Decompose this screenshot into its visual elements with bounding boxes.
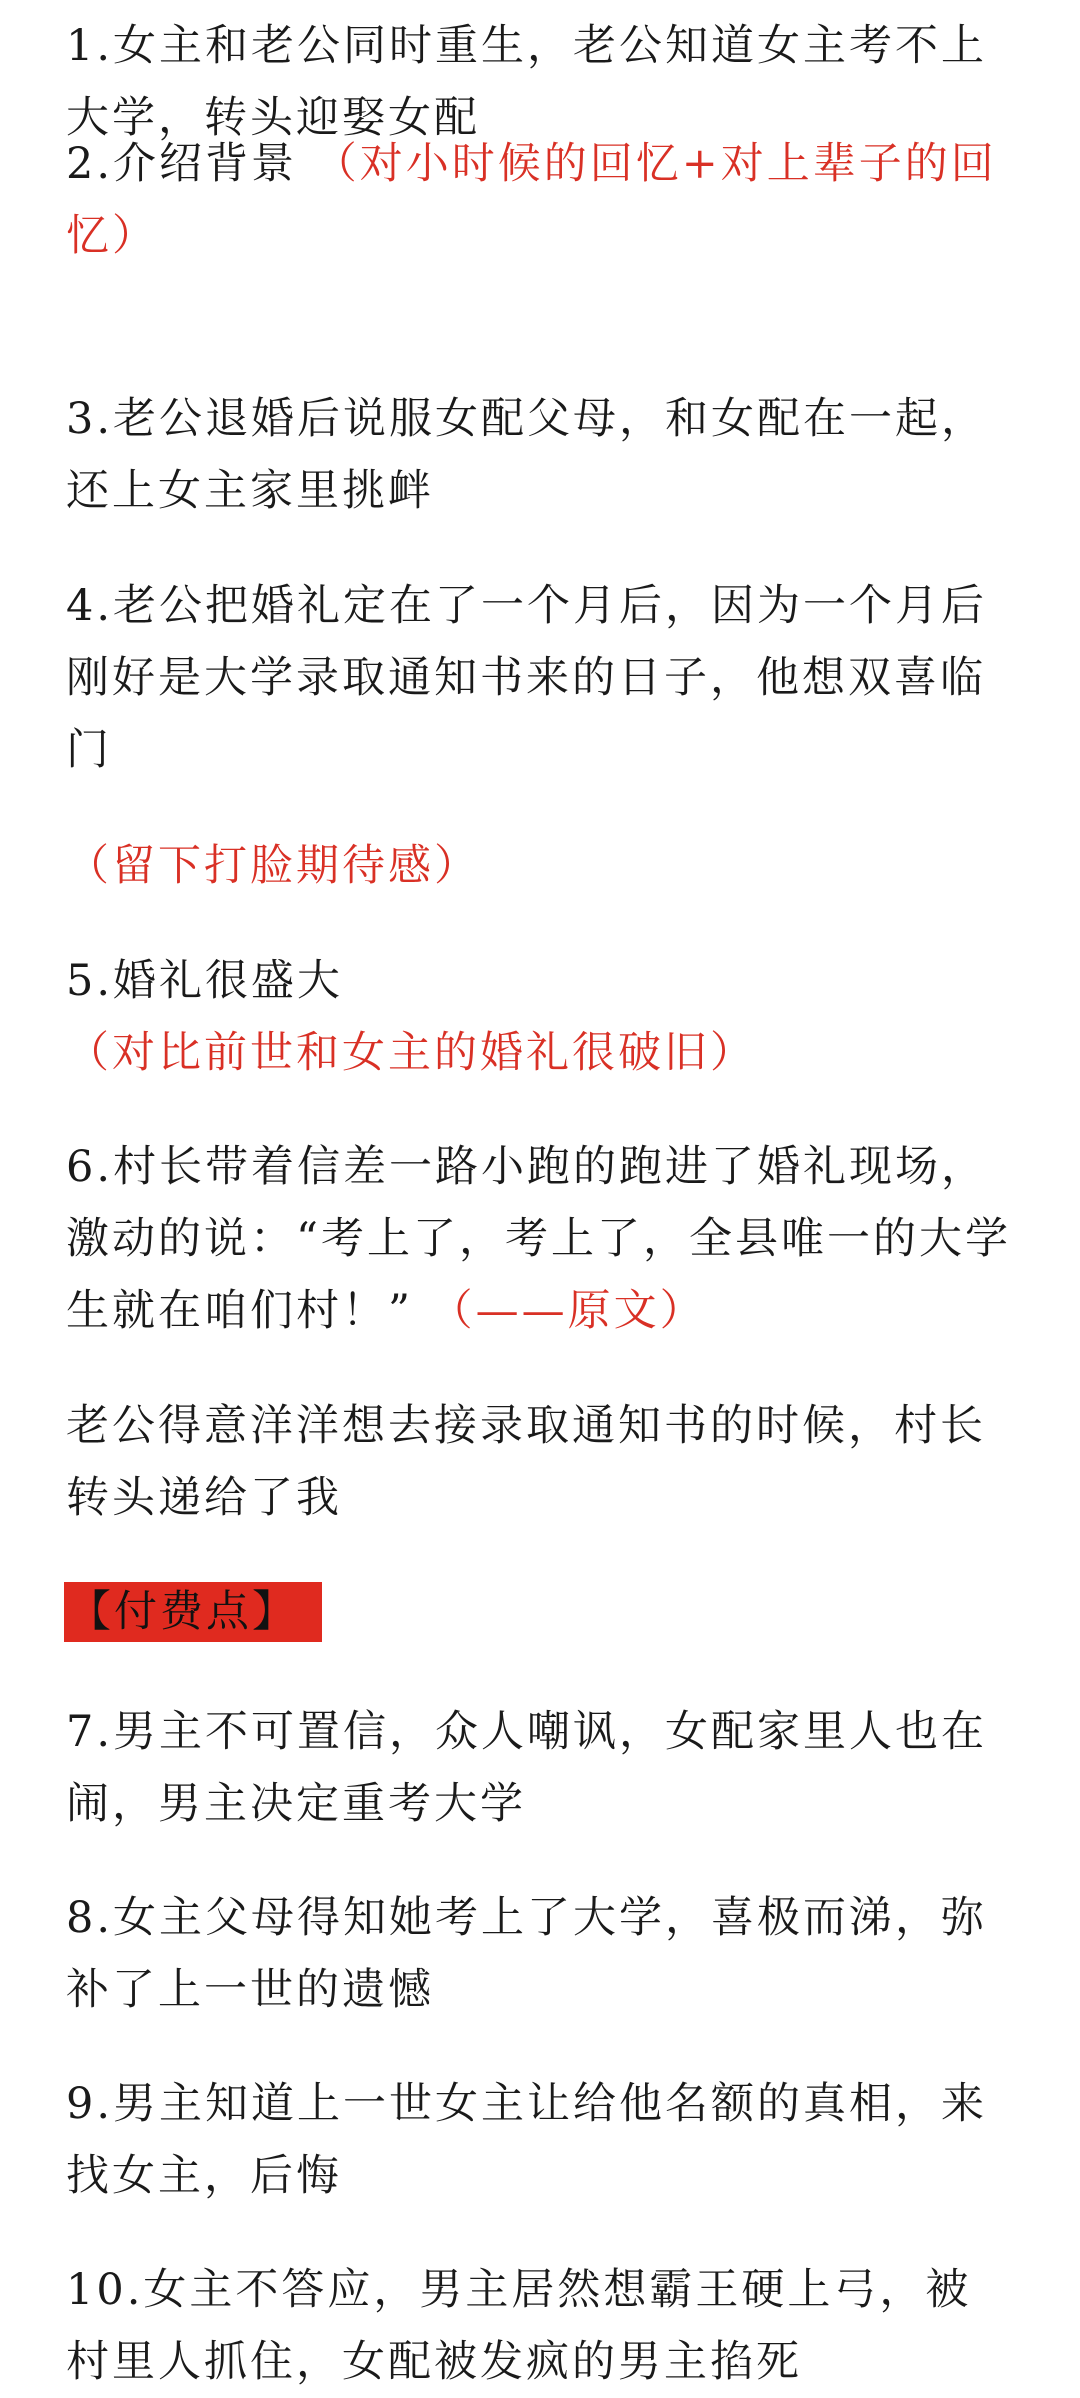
outline-item-5 xyxy=(66,945,1016,1089)
item-note: （对小时候的回忆+对上辈子的回忆） xyxy=(66,139,997,261)
item-note: （——原文） xyxy=(429,1286,706,1336)
outline-item-9 xyxy=(66,2068,1016,2212)
item-text: 5.婚礼很盛大 xyxy=(66,956,344,1006)
outline-item-2 xyxy=(66,128,1016,272)
item-text: 7.男主不可置信，众人嘲讽，女配家里人也在闹，男主决定重考大学 xyxy=(66,1707,988,1829)
outline-item-8 xyxy=(66,1882,1016,2026)
item-text: 2.介绍背景 xyxy=(66,139,314,189)
outline-item-7 xyxy=(66,1696,1016,1840)
item-text: 6.村长带着信差一路小跑的跑进了婚礼现场，激动的说：“考上了，考上了，全县唯一的大学生就在咱们村！” xyxy=(66,1142,1011,1336)
outline-item-10 xyxy=(66,2254,1016,2398)
item-text: 3.老公退婚后说服女配父母，和女配在一起，还上女主家里挑衅 xyxy=(66,394,988,516)
item-note: （留下打脸期待感） xyxy=(66,841,480,891)
paywall-marker xyxy=(64,1582,322,1642)
item-text: 4.老公把婚礼定在了一个月后，因为一个月后刚好是大学录取通知书来的日子，他想双喜临门 xyxy=(66,581,988,775)
item-text: 8.女主父母得知她考上了大学，喜极而涕，弥补了上一世的遗憾 xyxy=(66,1893,988,2015)
item-text: 1.女主和老公同时重生，老公知道女主考不上大学，转头迎娶女配 xyxy=(66,21,988,143)
outline-item-4 xyxy=(66,570,1016,786)
outline-item-6 xyxy=(66,1131,1016,1347)
paywall-label: 【付费点】 xyxy=(64,1582,322,1642)
item-text: 9.男主知道上一世女主让给他名额的真相，来找女主，后悔 xyxy=(66,2079,988,2201)
outline-item-6-continuation xyxy=(66,1390,1016,1534)
outline-item-4-note xyxy=(66,830,1016,902)
item-text: 10.女主不答应，男主居然想霸王硬上弓，被村里人抓住，女配被发疯的男主掐死 xyxy=(66,2265,972,2387)
outline-item-3 xyxy=(66,383,1016,527)
item-note: （对比前世和女主的婚礼很破旧） xyxy=(66,1028,756,1078)
item-text: 老公得意洋洋想去接录取通知书的时候，村长转头递给了我 xyxy=(66,1401,986,1523)
